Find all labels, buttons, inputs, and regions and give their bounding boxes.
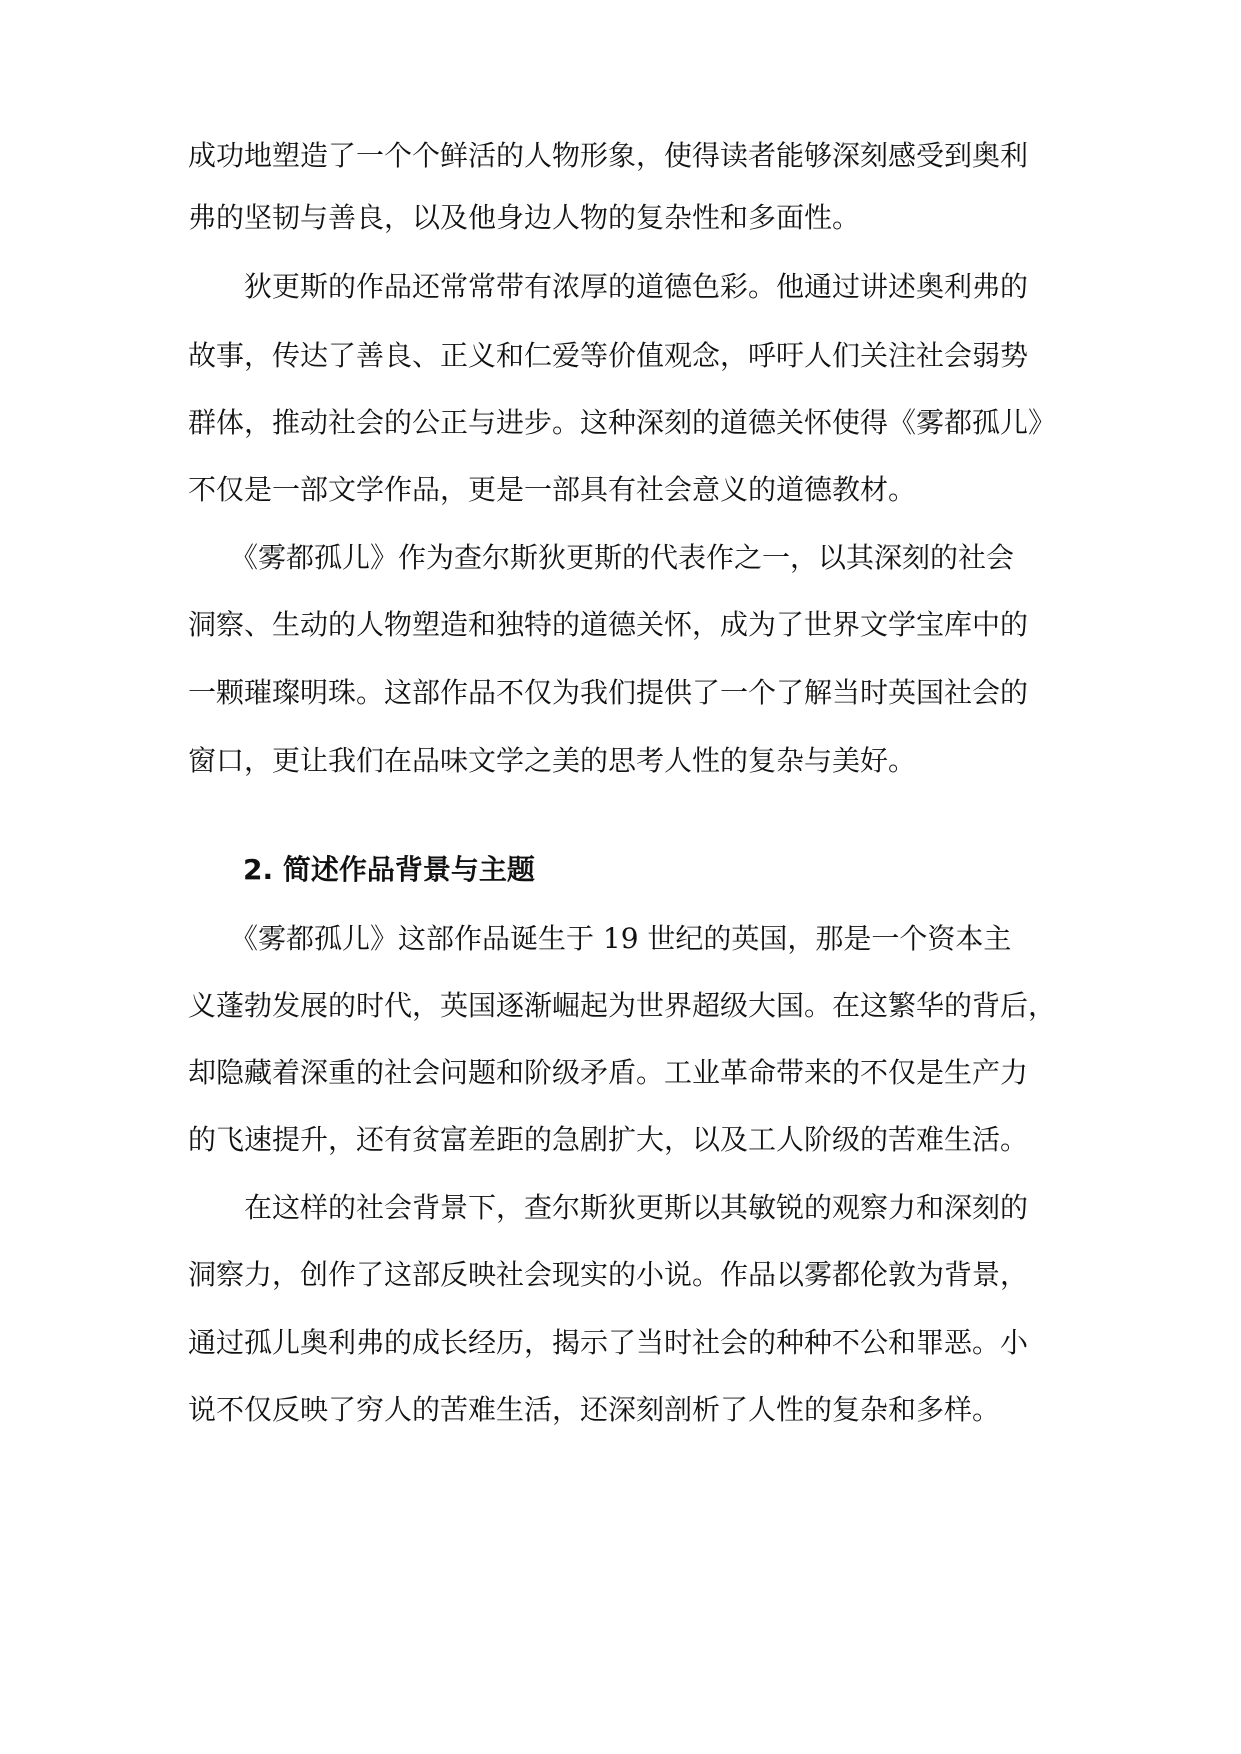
text-line: 群体，推动社会的公正与进步。这种深刻的道德关怀使得《雾都孤儿》 [188, 406, 1057, 439]
text-line: 义蓬勃发展的时代，英国逐渐崛起为世界超级大国。在这繁华的背后， [188, 989, 1057, 1022]
text-line: 狄更斯的作品还常常带有浓厚的道德色彩。他通过讲述奥利弗的 [188, 270, 1029, 303]
text-line: 窗口，更让我们在品味文学之美的思考人性的复杂与美好。 [188, 744, 917, 777]
text-line: 洞察力，创作了这部反映社会现实的小说。作品以雾都伦敦为背景， [188, 1258, 1029, 1291]
text-line: 说不仅反映了穷人的苦难生活，还深刻剖析了人性的复杂和多样。 [188, 1393, 1001, 1426]
section-heading: 2. 简述作品背景与主题 [243, 853, 535, 886]
text-line: 成功地塑造了一个个鲜活的人物形象，使得读者能够深刻感受到奥利 [188, 139, 1029, 172]
text-line: 不仅是一部文学作品，更是一部具有社会意义的道德教材。 [188, 473, 917, 506]
text-line: 《雾都孤儿》作为查尔斯狄更斯的代表作之一，以其深刻的社会 [188, 541, 1015, 574]
text-line: 《雾都孤儿》这部作品诞生于 19 世纪的英国，那是一个资本主 [188, 922, 1012, 955]
text-line: 通过孤儿奥利弗的成长经历，揭示了当时社会的种种不公和罪恶。小 [188, 1326, 1029, 1359]
text-line: 故事，传达了善良、正义和仁爱等价值观念，呼吁人们关注社会弱势 [188, 339, 1029, 372]
text-line: 在这样的社会背景下，查尔斯狄更斯以其敏锐的观察力和深刻的 [188, 1191, 1029, 1224]
text-line: 弗的坚韧与善良，以及他身边人物的复杂性和多面性。 [188, 201, 861, 234]
text-line: 的飞速提升，还有贫富差距的急剧扩大，以及工人阶级的苦难生活。 [188, 1123, 1029, 1156]
text-line: 却隐藏着深重的社会问题和阶级矛盾。工业革命带来的不仅是生产力 [188, 1056, 1029, 1089]
text-line: 一颗璀璨明珠。这部作品不仅为我们提供了一个了解当时英国社会的 [188, 676, 1029, 709]
text-line: 洞察、生动的人物塑造和独特的道德关怀，成为了世界文学宝库中的 [188, 608, 1029, 641]
